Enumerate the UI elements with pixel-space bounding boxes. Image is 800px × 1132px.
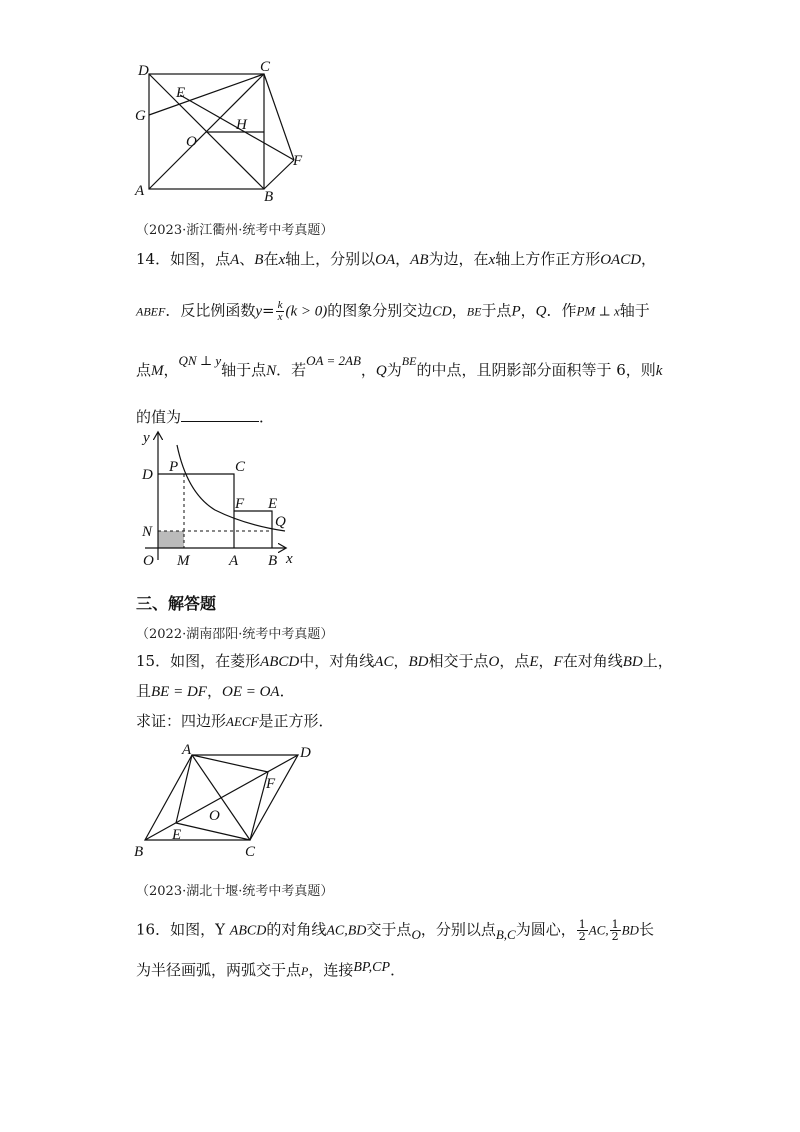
line-cf <box>264 74 294 160</box>
q16-line2: 为半径画弧，两弧交于点P，连接BP,CP． <box>136 960 406 979</box>
label-c: C <box>245 844 256 860</box>
label-a: A <box>135 183 145 199</box>
label-p: P <box>169 459 179 475</box>
label-f: F <box>293 153 303 169</box>
label-q: Q <box>275 514 286 530</box>
q14-line1: 14．如图，点A、B在x轴上，分别以OA，AB为边，在x轴上方作正方形OACD， <box>136 250 657 268</box>
label-c: C <box>260 59 271 75</box>
source-q15: （2022·湖南邵阳·统考中考真题） <box>136 627 334 642</box>
label-d: D <box>138 63 149 79</box>
fraction-k-over-x: $\frac{k}{x}$ <box>277 299 283 323</box>
fraction-half-1: $\frac{1}{2}$ <box>578 918 586 943</box>
label-g: G <box>135 108 146 124</box>
hyperbola-curve <box>177 445 285 531</box>
label-n: N <box>142 524 153 540</box>
square-abef <box>234 511 272 548</box>
q15-line1: 15．如图，在菱形ABCD中，对角线AC，BD相交于点O，点E，F在对角线BD上， <box>136 652 673 670</box>
label-a: A <box>182 742 192 758</box>
figure-coordinate-squares <box>135 425 305 570</box>
label-a: A <box>229 553 239 569</box>
label-b: B <box>134 844 144 860</box>
section-title-answers: 三、解答题 <box>136 594 217 613</box>
label-b: B <box>268 553 278 569</box>
label-m: M <box>177 553 190 569</box>
figure-square-ocdgeh <box>130 55 330 205</box>
answer-blank[interactable] <box>181 407 259 422</box>
label-o: O <box>143 553 154 569</box>
source-q13: （2023·浙江衢州·统考中考真题） <box>136 223 334 238</box>
q16-line1: 16．如图，Y ABCD的对角线AC,BD交于点O，分别以点B,C为圆心， $\frac{1}{2}$ AC, $\frac{1}{2}$ BD长 <box>136 918 654 943</box>
q14-line4: 的值为 ． <box>136 408 275 426</box>
label-h: H <box>236 117 247 133</box>
q15-line3: 求证：四边形AECF是正方形． <box>136 712 334 730</box>
label-e: E <box>268 496 278 512</box>
label-o: O <box>209 808 220 824</box>
line-gc <box>149 74 264 115</box>
label-y: y <box>143 430 150 446</box>
label-c: C <box>235 459 246 475</box>
figure-rhombus <box>130 740 330 865</box>
label-o: O <box>186 134 197 150</box>
q15-line2: 且BE = DF，OE = OA． <box>136 682 295 700</box>
q14-line2: ABEF．反比例函数y= $\frac{k}{x}$ (k > 0)的图象分别交边CD，BE于点P，Q．作PM ⊥ x轴于 <box>136 299 650 323</box>
q14-line3: 点M，QN ⊥ y轴于点N．若OA = 2AB，Q为$^{BE}$的中点，且阴影部分面积等于 6，则k <box>136 353 663 379</box>
label-f: F <box>235 496 245 512</box>
label-x: x <box>286 551 293 567</box>
label-b: B <box>264 189 274 205</box>
line-bf <box>264 160 294 189</box>
label-d: D <box>300 745 311 761</box>
label-d: D <box>142 467 153 483</box>
label-f: F <box>266 776 276 792</box>
label-e: E <box>172 827 182 843</box>
fraction-half-2: $\frac{1}{2}$ <box>611 918 619 943</box>
label-e: E <box>176 85 186 101</box>
shaded-rectangle <box>158 531 184 548</box>
source-q16: （2023·湖北十堰·统考中考真题） <box>136 884 334 899</box>
